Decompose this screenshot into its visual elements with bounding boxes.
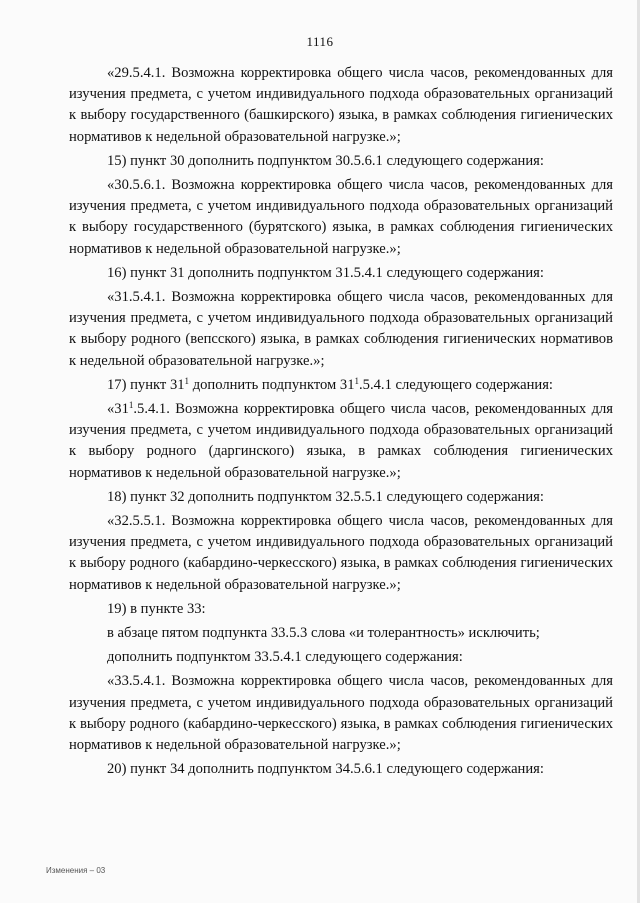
paragraph-item-16: 16) пункт 31 дополнить подпунктом 31.5.4.1 следующего содержания: bbox=[107, 264, 544, 281]
paragraph-31-5-4-1: «31.5.4.1. Возможна корректировка общего числа часов, рекомендованных для изучения предмета, с учетом индивидуального подхода образовательных организаций к выбору родного (вепсского) языка, в рамках соблюдения гигиенических нормативов к недельной образовательной нагрузке.»; bbox=[69, 289, 613, 369]
superscript: 1 bbox=[184, 375, 190, 386]
paragraph-33-5-4-1: «33.5.4.1. Возможна корректировка общего числа часов, рекомендованных для изучения предмета, с учетом индивидуального подхода образовательных организаций к выбору родного (кабардино-черкесского) языка, в рамках соблюдения гигиенических нормативов к недельной образовательной нагрузке.»; bbox=[69, 673, 613, 754]
paragraph-30-5-6-1: «30.5.6.1. Возможна корректировка общего числа часов, рекомендованных для изучения предмета, с учетом индивидуального подхода образовательных организаций к выбору государственного (бурятского) языка, в рамках соблюдения гигиенических нормативов к недельной образовательной нагрузке.»; bbox=[69, 177, 613, 257]
paragraph-item-17: 17) пункт $31^1$ дополнить подпунктом $31^1.5.4.1$ следующего содержания: bbox=[107, 375, 553, 393]
paragraph-31-1-5-4-1: «$31^1.5.4.1$. Возможна корректировка общего числа часов, рекомендованных для изучения предмета, с учетом индивидуального подхода образовательных организаций к выбору родного (даргинского) языка, в рамках соблюдения гигиенических нормативов к недельной образовательной нагрузке.»; bbox=[69, 400, 613, 481]
paragraph-29-5-4-1: «29.5.4.1. Возможна корректировка общего числа часов, рекомендованных для изучения предмета, с учетом индивидуального подхода образовательных организаций к выбору государственного (башкирского) языка, в рамках соблюдения гигиенических нормативов к недельной образовательной нагрузке.»; bbox=[69, 65, 613, 145]
paragraph-32-5-5-1: «32.5.5.1. Возможна корректировка общего числа часов, рекомендованных для изучения предмета, с учетом индивидуального подхода образовательных организаций к выбору родного (кабардино-черкесского) языка, в рамках соблюдения гигиенических нормативов к недельной образовательной нагрузке.»; bbox=[69, 513, 613, 593]
page-number: 1116 bbox=[306, 34, 334, 49]
page-footer: Изменения – 03 bbox=[46, 866, 106, 875]
paragraph-33-5-3-amendment: в абзаце пятом подпункта 33.5.3 слова «и толерантность» исключить; bbox=[107, 625, 540, 642]
paragraph-item-19: 19) в пункте 33: bbox=[107, 600, 206, 617]
paragraph-33-supplement: дополнить подпунктом 33.5.4.1 следующего содержания: bbox=[107, 649, 463, 666]
document-body bbox=[69, 63, 613, 784]
paragraph-item-18: 18) пункт 32 дополнить подпунктом 32.5.5.1 следующего содержания: bbox=[107, 488, 544, 505]
paragraph-item-15: 15) пункт 30 дополнить подпунктом 30.5.6.1 следующего содержания: bbox=[107, 152, 544, 169]
superscript: 1 bbox=[354, 375, 360, 386]
superscript: 1 bbox=[128, 400, 134, 411]
paragraph-item-20: 20) пункт 34 дополнить подпунктом 34.5.6.1 следующего содержания: bbox=[107, 761, 544, 778]
